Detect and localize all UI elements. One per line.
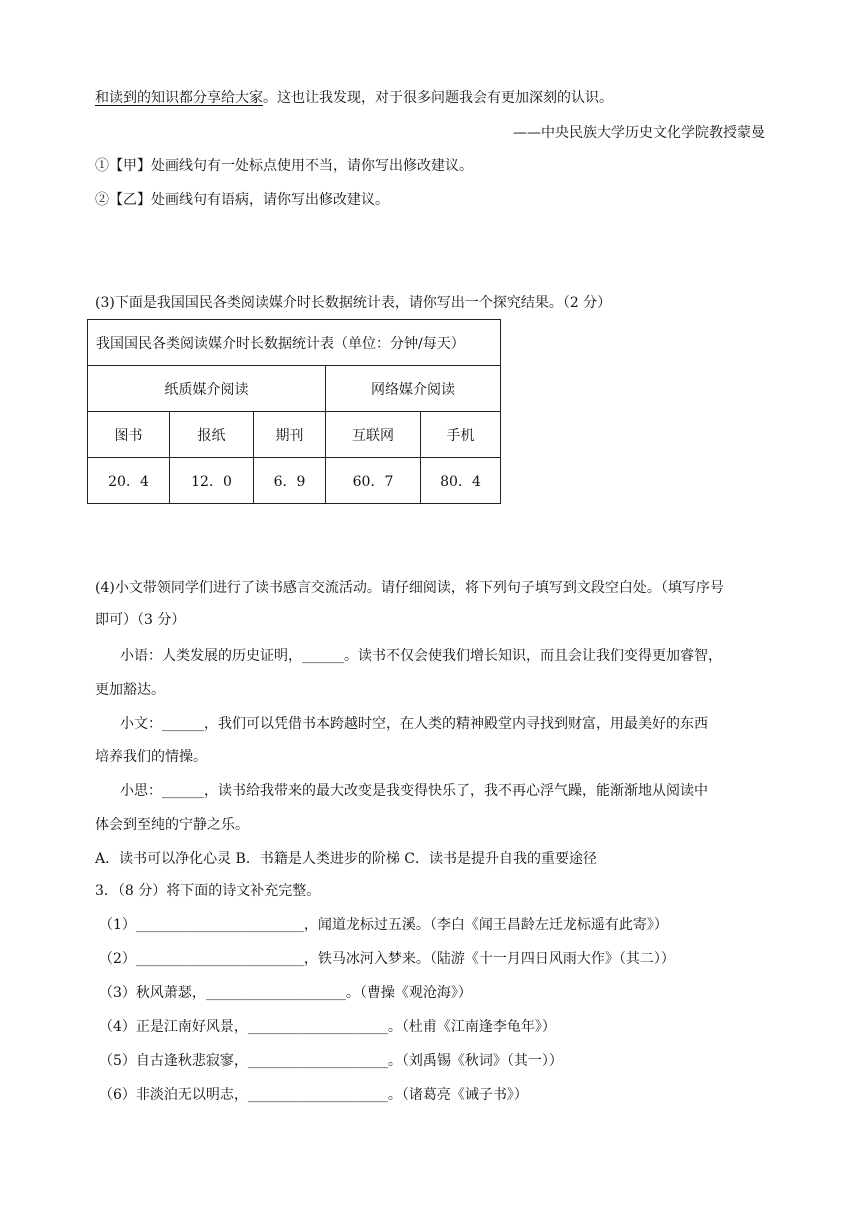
poem-line-3: （3）秋风萧瑟，____________________。（曹操《观沧海》）: [99, 985, 472, 1001]
group-paper-media: 纸质媒介阅读: [88, 366, 326, 412]
xiaosi-line-2: 体会到至纯的宁静之乐。: [95, 817, 249, 833]
header-books: 图书: [88, 412, 170, 458]
question-5-title: 3．（8 分）将下面的诗文补充完整。: [95, 883, 321, 899]
xiaosi-line-1: 小思：______，读书给我带来的最大改变是我变得快乐了，我不再心浮气躁，能渐渐地从阅读中: [120, 783, 708, 799]
value-books: 20．4: [88, 458, 170, 504]
value-mobile: 80．4: [421, 458, 501, 504]
value-newspapers: 12．0: [170, 458, 254, 504]
answer-options: A．读书可以净化心灵 B．书籍是人类进步的阶梯 C．读书是提升自我的重要途径: [95, 851, 598, 867]
header-mobile: 手机: [421, 412, 501, 458]
value-periodicals: 6．9: [254, 458, 326, 504]
poem-line-1: （1）________________________，闻道龙标过五溪。（李白《闻王昌龄左迁龙标遥有此寄》）: [99, 917, 668, 933]
question-1: ①【甲】处画线句有一处标点使用不当，请你写出修改建议。: [95, 158, 473, 174]
xiaoyu-line-1: 小语：人类发展的历史证明，______。读书不仅会使我们增长知识，而且会让我们变得更加睿智，: [120, 648, 722, 664]
underlined-sentence: 和读到的知识都分享给大家: [95, 90, 263, 106]
header-internet: 互联网: [326, 412, 421, 458]
table-caption: 我国国民各类阅读媒介时长数据统计表（单位：分钟/每天）: [88, 320, 501, 366]
header-newspapers: 报纸: [170, 412, 254, 458]
xiaowen-line-2: 培养我们的情操。: [95, 749, 207, 765]
top-paragraph: [95, 88, 613, 108]
poem-line-4: （4）正是江南好风景，____________________。（杜甫《江南逢李龟年》）: [99, 1019, 556, 1035]
header-periodicals: 期刊: [254, 412, 326, 458]
question-4-line-2: 即可）（3 分）: [95, 612, 186, 628]
value-internet: 60．7: [326, 458, 421, 504]
poem-line-5: （5）自古逢秋悲寂寥，____________________。（刘禹锡《秋词》（其一））: [99, 1053, 563, 1069]
poem-line-2: （2）________________________，铁马冰河入梦来。（陆游《十一月四日风雨大作》（其二））: [99, 951, 675, 967]
group-network-media: 网络媒介阅读: [326, 366, 501, 412]
poem-line-6: （6）非淡泊无以明志，____________________。（诸葛亮《诫子书》）: [99, 1087, 528, 1103]
paragraph-rest: 。这也让我发现，对于很多问题我会有更加深刻的认识。: [263, 90, 613, 106]
attribution: ——中央民族大学历史文化学院教授蒙曼: [513, 125, 765, 141]
question-3-intro: (3)下面是我国国民各类阅读媒介时长数据统计表，请你写出一个探究结果。（2 分）: [95, 295, 612, 311]
question-2: ②【乙】处画线句有语病，请你写出修改建议。: [95, 192, 389, 208]
reading-media-table: [87, 319, 501, 504]
xiaoyu-line-2: 更加豁达。: [95, 682, 165, 698]
xiaowen-line-1: 小文：______，我们可以凭借书本跨越时空，在人类的精神殿堂内寻找到财富，用最美好的东西: [120, 716, 708, 732]
question-4-line-1: (4)小文带领同学们进行了读书感言交流活动。请仔细阅读，将下列句子填写到文段空白处。（填写序号: [95, 580, 724, 596]
